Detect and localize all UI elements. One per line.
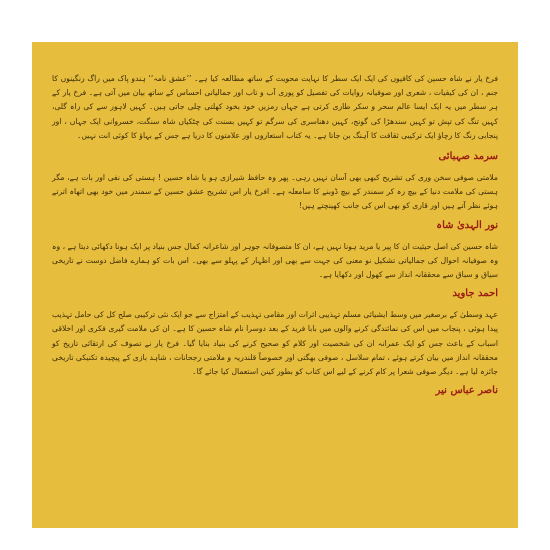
blurb-paragraph-4: عہد وسطیٰ کے برصغیر میں وسط ایشیائی مسلم تہذیبی اثرات اور مقامی تہذیب کے امتزاج سے جو ایک نئی ترکیبی صلح کل کی حامل تہذیب پیدا ہوئی ، پنجاب میں اس کی نمائندگی کرنے والوں میں بابا فرید کے بعد دوسرا نام شاہ حسین کا ہے۔ ان کی ملامت گیری فکری اور اخلاقی اسباب کے باعث جس کو ایک عمرانہ ان کی شخصیت اور کلام کو صحیح کرنے کی بنیاد بنایا گیا۔ فرخ یار نے تصوف کی ارتقائی تاریخ کو محققانہ انداز میں بیان کرتے ہوئے ، تمام سلاسل ، صوفی بھگتی اور خصوصاً قلندریہ و ملامتی رجحانات ، شاہد بازی کے پیچیدہ تکنیکی تاریخی جائزہ لیا ہے۔ دیگر صوفی شعرا پر کام کرنے کے لیے اس کتاب کو بطور کینن استعمال کیا جائے گا۔ — [52, 310, 498, 377]
signature-1: سرمد صہبائی — [438, 151, 498, 163]
blurb-paragraph-2: ملامتی صوفی سخن وری کی تشریح کبھی بھی آسان نہیں رہی۔ پھر وہ حافظ شیرازی ہو یا شاہ حسین ! ہستی کی نفی اور بات ہے، مگر ہستی کی ملامت دنیا کے بیچ رہ کر سمندر کے بیچ ڈوبنے کا سامعلہ ہے۔ افرخ یار اس تشریح عشق حسین کے سمندر میں خود بھی اتھاہ اترتے ہوئے نظر آتے ہیں اور قاری کو بھی اس کی جانب کھینچتے ہیں! — [52, 173, 498, 211]
signature-4: ناصر عباس نیر — [435, 385, 498, 397]
signature-3: احمد جاوید — [452, 288, 498, 300]
blurb-paragraph-1: فرخ یار نے شاہ حسین کی کافیوں کی ایک ایک سطر کا نہایت محویت کے ساتھ مطالعہ کیا ہے۔ ’’عشق نامہ‘‘ ہندو پاک میں راگ رنگینوں کا جنم ، ان کی کیفیات ، شعری اور صوفیانہ روایات کی تفصیل کو پوری آب و تاب اور جمالیاتی احساس کے ساتھ بیان میں آتی ہے۔ فرخ یار کے ہر سطر میں یہ ایک ایسا عالم سحر و سکر طاری کرتی ہے جہاں رمزیں خود بخود کھلتی چلی جاتی ہیں۔ کہیں لاہور سے کی راہ گلی، کہیں تنگ کی تپش تو کہیں سندھڑا کی گونج، کہیں دھناسری کی سرگم تو کہیں بسنت کی چٹکیاں شاہ سنگت، خسروانی ایک جہاں ، اور پنجابی رنگ کا رچاؤ ایک ترکیبی ثقافت کا آہنگ بن جاتا ہے۔ یہ کتاب استعاروں اور علامتوں کا دریا ہے جس کے بہاؤ کا کوئی انت نہیں۔ — [52, 74, 498, 140]
book-back-cover — [32, 42, 518, 528]
signature-2: نور الہدیٰ شاہ — [436, 219, 498, 231]
blurb-paragraph-3: شاہ حسین کی اصل حیثیت ان کا پیر یا مرید ہونا نہیں ہے، ان کا متصوفانہ جوہر اور شاعرانہ کمال جس بنیاد پر ایک ہونا دکھائی دیتا ہے ، وہ وہ صوفیانہ احوال کی جمالیاتی تشکیل نو معنی کی جہت سے بھی اور اظہار کے پہلو سے بھی۔ اس بات کو ہمارے فاضل دوست نے تاریخی سیاق و سباق سے محققانہ انداز سے کھول اور دکھایا ہے۔ — [52, 241, 498, 280]
